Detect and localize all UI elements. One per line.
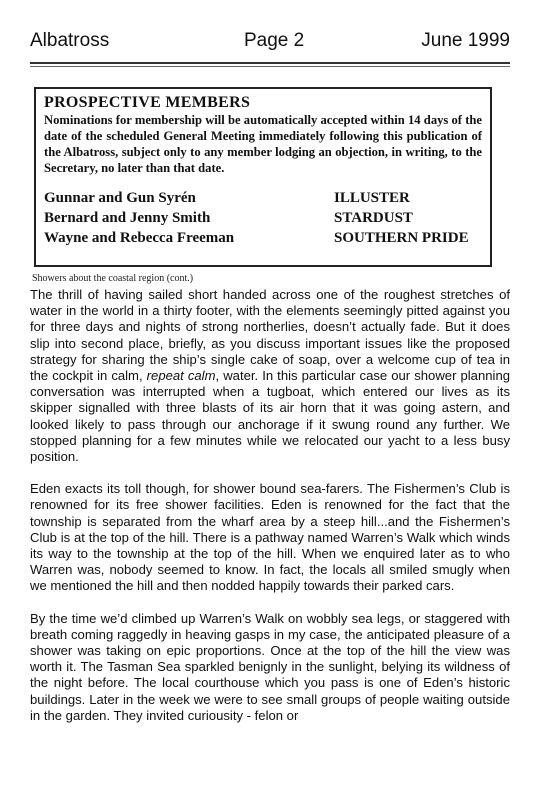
page-number: Page 2 [244,30,305,51]
paragraph-text: , water. In this particular case our shower planning conversation was interrupted when a tugboat, which entered our lives as its skipper signalled with three blasts of its air horn that it was going astern, and looked likely to pass through our anchorage if it swung round any further. We stopped planning for a few minutes while we relocated our yacht to a less busy position. [30,368,511,465]
prospective-members-title: PROSPECTIVE MEMBERS [44,94,251,111]
paragraph-text: The thrill of having sailed short handed across one of the roughest stretches of water in the world in a thirty footer, with the elements seemingly pitted against you for three days and nights of strong northerlies, doesn’t actually fade. But it does slip into second place, briefly, as you discuss important issues like the proposed strategy for sharing the ship’s single cake of soap, over a welcome cup of tea in the cockpit in calm, [30,287,510,384]
article-paragraph-2: Eden exacts its toll though, for shower bound sea-farers. The Fishermen’s Club is renowned for its free shower facilities. Eden is renowned for the fact that the township is separated from the wharf area by a steep hill...and the Fishermen’s Club is at the top of the hill. There is a pathway named Warren’s Walk which winds its way to the township at the top of the hill. When we enquired later as to who Warren was, nobody seemed to know. In fact, the locals all smiled smugly when we mentioned the hill and then nodded happily towards their parked cars. [30,481,510,594]
publication-name: Albatross [30,30,110,51]
member-row [44,208,482,228]
member-boat: SOUTHERN PRIDE [334,230,469,246]
issue-date: June 1999 [421,30,510,51]
member-name: Wayne and Rebecca Freeman [44,230,235,246]
member-boat: ILLUSTER [334,190,410,206]
emphasis-text: repeat calm [146,368,216,384]
article-body [30,287,510,740]
member-name: Bernard and Jenny Smith [44,210,211,226]
prospective-members-notice: Nominations for membership will be automatically accepted within 14 days of the date of the scheduled General Meeting immediately following this publication of the Albatross, subject only to any member lodging an objection, in writing, to the Secretary, no later than that date. [44,113,482,175]
article-caption: Showers about the coastal region (cont.) [32,273,194,284]
article-paragraph-1 [30,287,510,465]
page-header [30,30,510,54]
member-row [44,228,482,248]
article-paragraph-3: By the time we’d climbed up Warren’s Walk on wobbly sea legs, or staggered with breath coming raggedly in heaving gasps in my case, the anticipated pleasure of a shower was taking on epic proportions. Once at the top of the hill the view was worth it. The Tasman Sea sparkled benignly in the sunlight, belying its wildness of the night before. The local courthouse which you pass is one of Eden’s historic buildings. Later in the week we were to see small groups of people waiting outside in the garden. They invited curiousity - felon or [30,610,510,723]
member-name: Gunnar and Gun Syrén [44,190,196,206]
header-rule [30,62,510,67]
members-list [44,188,482,248]
prospective-members-box [34,87,492,267]
member-boat: STARDUST [334,210,413,226]
member-row [44,188,482,208]
